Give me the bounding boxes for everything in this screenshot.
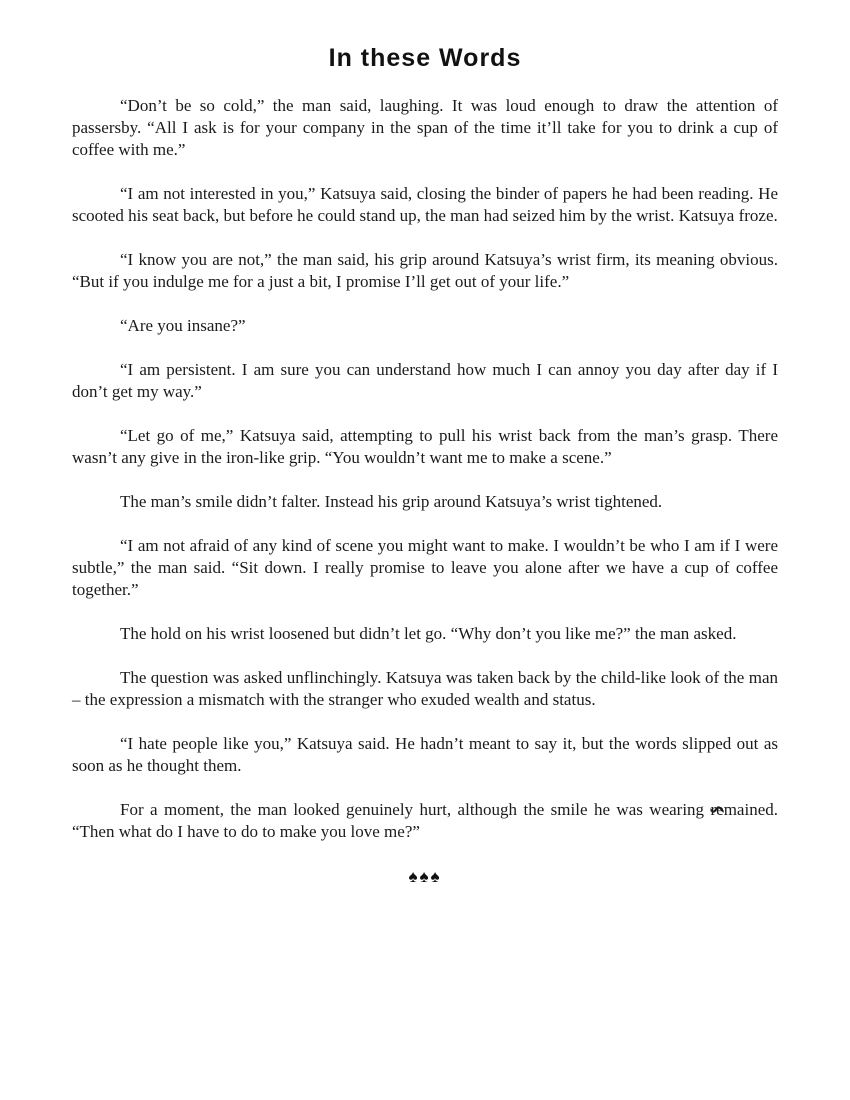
paragraph-with-scribble	[72, 799, 778, 843]
paragraph: “Are you insane?”	[120, 316, 246, 335]
paragraph: The hold on his wrist loosened but didn’t let go. “Why don’t you like me?” the man asked.	[120, 624, 737, 643]
story-body	[72, 95, 778, 843]
paragraph: “Don’t be so cold,” the man said, laughing. It was loud enough to draw the attention of passersby. “All I ask is for your company in the span of the time it’ll take for you to drink a cup of coffee with me.”	[72, 96, 778, 159]
paragraph: “I am not afraid of any kind of scene you might want to make. I wouldn’t be who I am if I were subtle,” the man said. “Sit down. I really promise to leave you alone after we have a cup of coffee together.”	[72, 536, 778, 599]
paragraph-text-after: mained. “Then what do I have to do to make you love me?”	[72, 800, 778, 841]
paragraph: The question was asked unflinchingly. Katsuya was taken back by the child-like look of the man – the expression a mismatch with the stranger who exuded wealth and status.	[72, 668, 778, 709]
page-title: In these Words	[328, 44, 522, 72]
paragraph: “I know you are not,” the man said, his grip around Katsuya’s wrist firm, its meaning obvious. “But if you indulge me for a just a bit, I promise I’ll get out of your life.”	[72, 250, 778, 291]
scribbled-text: re	[710, 800, 724, 819]
scene-break-divider: ♠♠♠	[408, 867, 442, 886]
paragraph: “Let go of me,” Katsuya said, attempting to pull his wrist back from the man’s grasp. There wasn’t any give in the iron-like grip. “You wouldn’t want me to make a scene.”	[72, 426, 778, 467]
paragraph: The man’s smile didn’t falter. Instead his grip around Katsuya’s wrist tightened.	[120, 492, 663, 511]
paragraph: “I hate people like you,” Katsuya said. He hadn’t meant to say it, but the words slipped out as soon as he thought them.	[72, 734, 778, 775]
paragraph: “I am not interested in you,” Katsuya said, closing the binder of papers he had been reading. He scooted his seat back, but before he could stand up, the man had seized him by the wrist. Katsuya froze.	[72, 184, 778, 225]
paragraph-text-before: For a moment, the man looked genuinely hurt, although the smile he was wearing	[120, 800, 711, 819]
paragraph: “I am persistent. I am sure you can understand how much I can annoy you day after day if I don’t get my way.”	[72, 360, 778, 401]
